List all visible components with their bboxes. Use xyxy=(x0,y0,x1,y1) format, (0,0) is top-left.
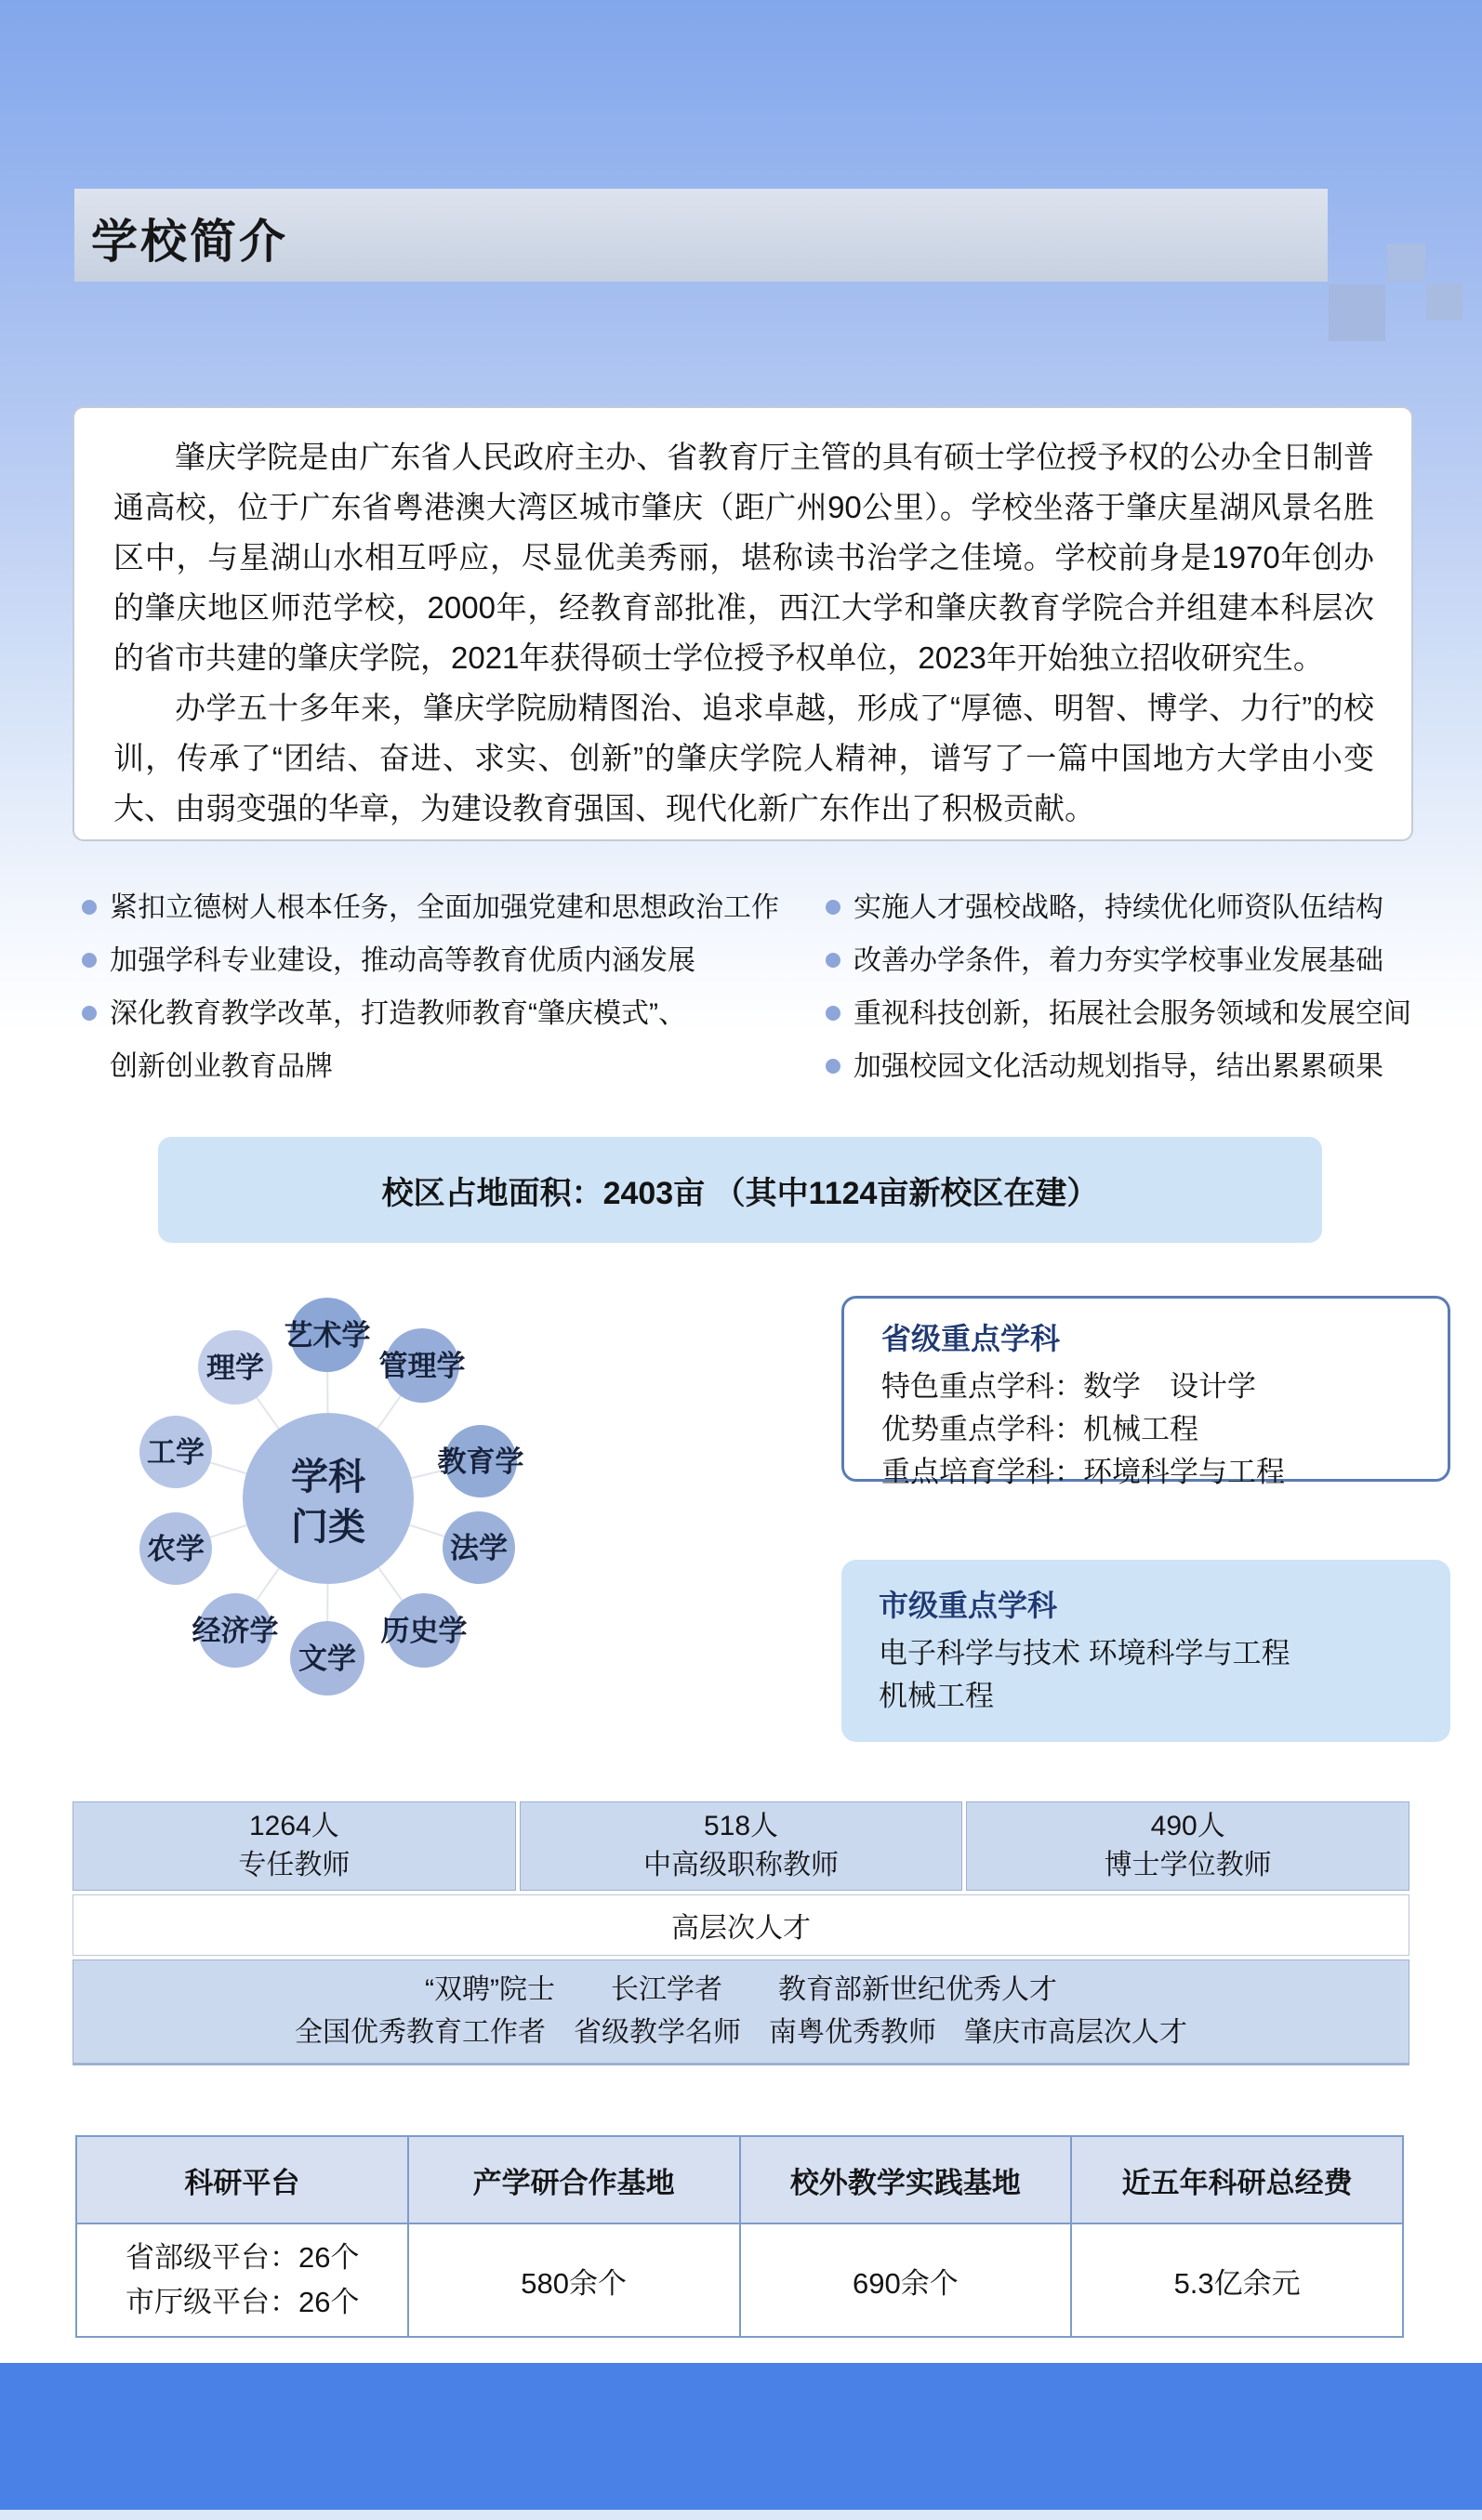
discipline-node-engineering xyxy=(139,1416,212,1488)
list-item xyxy=(82,942,777,995)
footer-bottom-strip xyxy=(0,2510,1482,2520)
municipal-key-disciplines-box xyxy=(841,1560,1450,1742)
discipline-diagram xyxy=(93,1292,576,1720)
research-header-row xyxy=(76,2136,1403,2223)
research-cell: 580余个 xyxy=(408,2223,740,2337)
discipline-node-law xyxy=(443,1511,515,1584)
research-data-row xyxy=(76,2223,1403,2337)
research-platforms-table xyxy=(75,2135,1404,2338)
talent-line: 全国优秀教育工作者 省级教学名师 南粤优秀教师 肇庆市高层次人才 xyxy=(295,2017,1187,2048)
research-header: 科研平台 xyxy=(76,2136,408,2223)
list-item xyxy=(82,889,777,942)
discipline-node-economics xyxy=(192,1593,279,1668)
research-header: 产学研合作基地 xyxy=(408,2136,740,2223)
discipline-node-management xyxy=(379,1328,466,1403)
highlights-left-column xyxy=(82,889,777,1101)
research-platform-cell xyxy=(76,2223,408,2337)
svg-text:教育学: 教育学 xyxy=(437,1445,524,1478)
page-title: 学校简介 xyxy=(91,215,288,268)
research-header: 近五年科研总经费 xyxy=(1071,2136,1403,2223)
list-item xyxy=(82,995,777,1048)
highlight-text: 实施人才强校战略，持续优化师资队伍结构 xyxy=(853,892,1383,923)
decorative-square-top xyxy=(1387,244,1425,282)
campus-area-banner xyxy=(158,1137,1322,1243)
provincial-key-line: 优势重点学科：机械工程 xyxy=(881,1413,1198,1445)
list-item xyxy=(826,942,1467,995)
list-item xyxy=(826,889,1467,942)
list-item xyxy=(826,995,1467,1048)
stat-label: 专任教师 xyxy=(238,1850,351,1880)
platform-line: 市厅级平台：26个 xyxy=(126,2286,360,2318)
stat-label: 博士学位教师 xyxy=(1104,1850,1272,1880)
discipline-node-education xyxy=(438,1425,524,1497)
discipline-node-arts xyxy=(284,1298,371,1372)
intro-paragraph-2: 办学五十多年来，肇庆学院励精图治、追求卓越，形成了“厚德、明智、博学、力行”的校训，传承了“团结、奋进、求实、创新”的肇庆学院人精神，谱写了一篇中国地方大学由小变大、由弱变强的华章，为建设教育强国、现代化新广东作出了积极贡献。 xyxy=(113,691,1374,825)
svg-text:管理学: 管理学 xyxy=(378,1350,466,1382)
municipal-key-line: 电子科学与技术 环境科学与工程 xyxy=(879,1637,1290,1669)
svg-text:门类: 门类 xyxy=(291,1507,365,1548)
title-bar xyxy=(74,189,1328,282)
stat-label: 中高级职称教师 xyxy=(643,1850,839,1880)
discipline-node-agronomy xyxy=(139,1512,212,1585)
highlight-text: 加强校园文化活动规划指导，结出累累硕果 xyxy=(853,1051,1383,1082)
bullet-icon xyxy=(826,953,840,968)
svg-text:学科: 学科 xyxy=(291,1457,365,1497)
footer-bar xyxy=(0,2363,1482,2510)
provincial-key-disciplines-box xyxy=(841,1296,1450,1488)
municipal-key-title: 市级重点学科 xyxy=(879,1589,1058,1622)
bullet-icon xyxy=(82,953,97,968)
discipline-center-node xyxy=(243,1413,414,1584)
highlight-text: 加强学科专业建设，推动高等教育优质内涵发展 xyxy=(110,945,695,976)
discipline-node-literature xyxy=(290,1621,364,1695)
faculty-stats-table xyxy=(73,1801,1409,2065)
provincial-key-title: 省级重点学科 xyxy=(881,1322,1061,1355)
bullet-icon xyxy=(826,1006,840,1021)
highlight-text: 深化教育教学改革，打造教师教育“肇庆模式”、 xyxy=(110,998,686,1029)
svg-text:农学: 农学 xyxy=(147,1533,205,1565)
municipal-key-line: 机械工程 xyxy=(879,1680,994,1712)
faculty-stats-row xyxy=(73,1801,1409,1891)
highlight-text: 改善办学条件，着力夯实学校事业发展基础 xyxy=(853,945,1383,976)
svg-text:艺术学: 艺术学 xyxy=(284,1319,371,1352)
bullet-icon xyxy=(82,900,97,915)
discipline-node-history xyxy=(381,1593,468,1668)
stat-count: 490人 xyxy=(1150,1811,1225,1841)
provincial-key-line: 特色重点学科：数学 设计学 xyxy=(881,1370,1256,1403)
stat-count: 1264人 xyxy=(248,1811,339,1841)
svg-text:工学: 工学 xyxy=(147,1436,205,1469)
decorative-square-right xyxy=(1426,284,1462,320)
talent-list-row xyxy=(73,1959,1409,2065)
talent-line: “双聘”院士 长江学者 教育部新世纪优秀人才 xyxy=(425,1974,1057,2005)
faculty-stat-doctoral xyxy=(966,1801,1409,1891)
decorative-square-large xyxy=(1329,284,1385,341)
provincial-key-line: 重点培育学科：环境科学与工程 xyxy=(881,1456,1285,1488)
highlight-text: 创新创业教育品牌 xyxy=(110,1051,333,1082)
discipline-node-science xyxy=(198,1330,272,1405)
svg-text:理学: 理学 xyxy=(206,1352,264,1384)
list-item-continuation xyxy=(82,1048,777,1101)
intro-box xyxy=(73,406,1413,841)
stat-count: 518人 xyxy=(703,1811,779,1841)
research-header: 校外教学实践基地 xyxy=(740,2136,1072,2223)
highlights-right-column xyxy=(826,889,1467,1101)
bullet-icon xyxy=(826,1059,840,1074)
platform-line: 省部级平台：26个 xyxy=(126,2241,360,2274)
intro-paragraph-1: 肇庆学院是由广东省人民政府主办、省教育厅主管的具有硕士学位授予权的公办全日制普通高校，位于广东省粤港澳大湾区城市肇庆（距广州90公里）。学校坐落于肇庆星湖风景名胜区中，与星湖山水相互呼应，尽显优美秀丽，堪称读书治学之佳境。学校前身是1970年创办的肇庆地区师范学校，2000年，经教育部批准，西江大学和肇庆教育学院合并组建本科层次的省市共建的肇庆学院，2021年获得硕士学位授予权单位，2023年开始独立招收研究生。 xyxy=(113,440,1374,675)
bullet-icon xyxy=(826,900,840,915)
faculty-stat-senior xyxy=(520,1801,963,1891)
highlight-text: 紧扣立德树人根本任务，全面加强党建和思想政治工作 xyxy=(110,892,779,923)
svg-text:法学: 法学 xyxy=(450,1532,508,1564)
list-item xyxy=(826,1048,1467,1101)
research-cell: 5.3亿余元 xyxy=(1071,2223,1403,2337)
bullet-icon xyxy=(82,1006,97,1021)
svg-text:文学: 文学 xyxy=(298,1643,356,1675)
faculty-stat-fulltime xyxy=(73,1801,516,1891)
svg-text:历史学: 历史学 xyxy=(380,1615,468,1647)
highlight-text: 重视科技创新，拓展社会服务领域和发展空间 xyxy=(853,998,1411,1029)
campus-area-text: 校区占地面积：2403亩 （其中1124亩新校区在建） xyxy=(381,1175,1099,1211)
high-level-talent-label: 高层次人才 xyxy=(73,1894,1409,1956)
svg-text:经济学: 经济学 xyxy=(192,1615,279,1647)
research-cell: 690余个 xyxy=(740,2223,1072,2337)
